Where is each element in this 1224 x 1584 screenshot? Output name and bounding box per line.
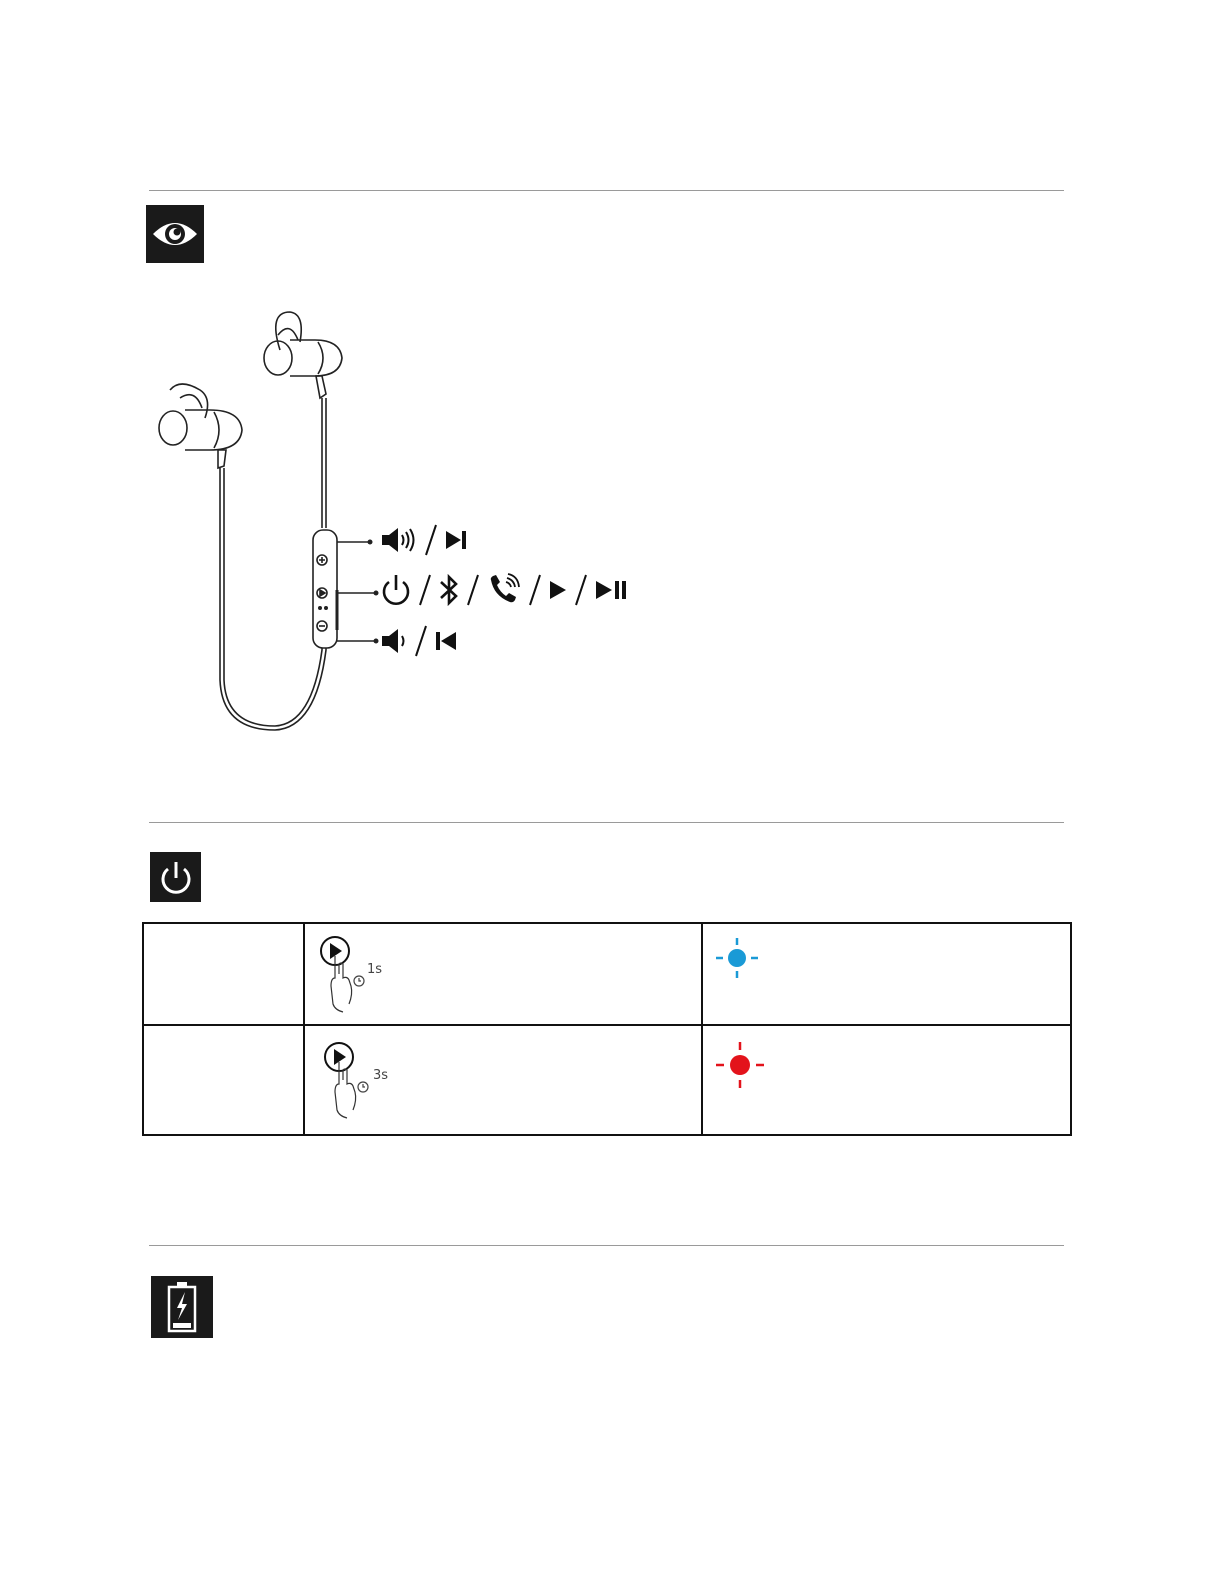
bluetooth-icon: [438, 572, 460, 608]
battery-charging-icon: [165, 1280, 199, 1334]
volume-up-icon: [380, 525, 418, 555]
multi-function-button-functions: [380, 572, 628, 608]
separator-slash: [418, 573, 432, 607]
divider: [149, 1245, 1064, 1246]
led-cell: [702, 1025, 1071, 1135]
divider: [149, 190, 1064, 191]
press-cell: [304, 1025, 702, 1135]
earphones-illustration: [140, 290, 660, 750]
previous-track-icon: [434, 630, 458, 652]
battery-section-icon: [151, 1276, 213, 1338]
press-button-icon: [321, 1040, 371, 1120]
blue-led-icon: [715, 936, 759, 980]
call-icon: [486, 572, 522, 608]
row-label-cell: [143, 1025, 304, 1135]
separator-slash: [414, 624, 428, 658]
table-row: [143, 923, 1071, 1025]
power-section-icon: [150, 852, 201, 902]
minus-button-functions: [380, 624, 458, 658]
red-led-icon: [715, 1040, 765, 1090]
separator-slash: [528, 573, 542, 607]
separator-slash: [574, 573, 588, 607]
row-label-cell: [143, 923, 304, 1025]
press-cell: [304, 923, 702, 1025]
play-icon: [548, 579, 568, 601]
power-icon: [156, 857, 196, 897]
eye-icon: [151, 218, 199, 250]
power-table: [142, 922, 1072, 1136]
press-button-icon: [317, 934, 367, 1014]
eye-section-icon: [146, 205, 204, 263]
press-duration: 3s: [373, 1068, 389, 1083]
table-row: [143, 1025, 1071, 1135]
volume-down-icon: [380, 626, 408, 656]
plus-button-functions: [380, 523, 468, 557]
divider: [149, 822, 1064, 823]
press-duration: 1s: [367, 962, 383, 977]
next-track-icon: [444, 529, 468, 551]
separator-slash: [466, 573, 480, 607]
led-cell: [702, 923, 1071, 1025]
separator-slash: [424, 523, 438, 557]
play-pause-icon: [594, 579, 628, 601]
power-icon: [380, 572, 412, 608]
